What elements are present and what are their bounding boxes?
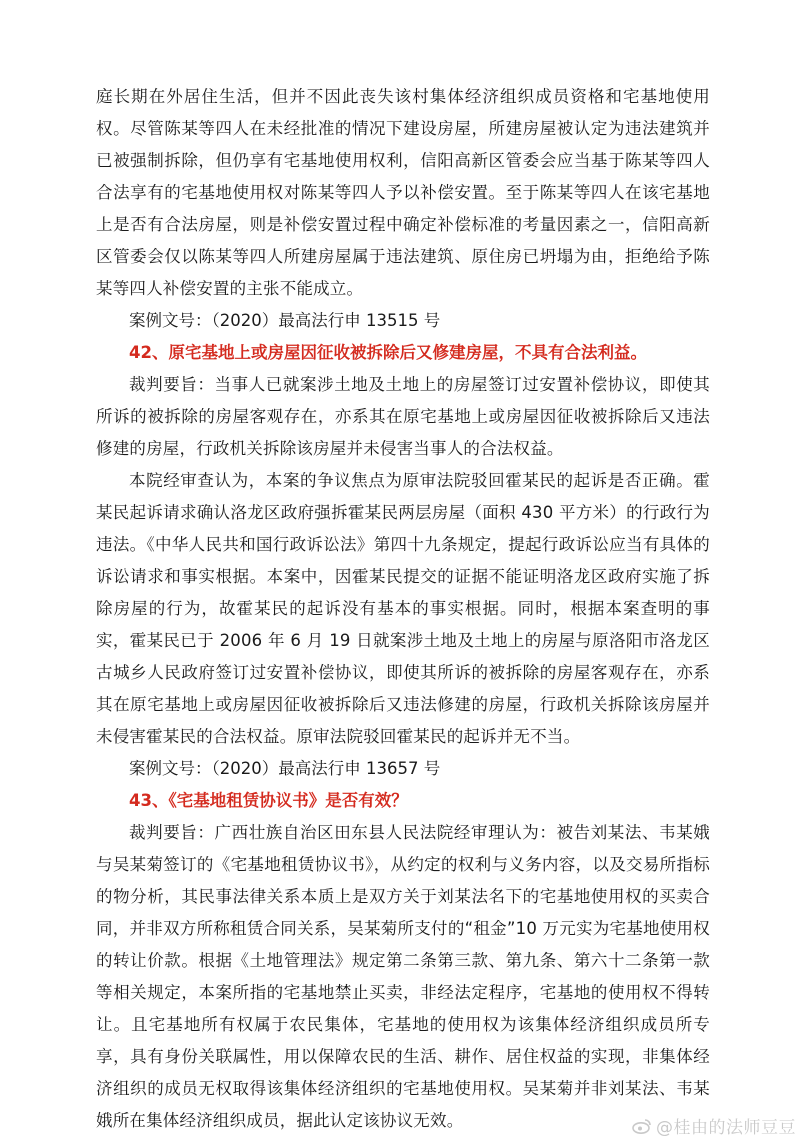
section-heading-43: 43、《宅基地租赁协议书》是否有效？ [129, 791, 408, 810]
watermark [632, 1113, 796, 1138]
case-number-13515: 案例文号：（2020）最高法行申 13515 号 [129, 311, 441, 330]
watermark-text: @桂由的法师豆豆 [656, 1118, 796, 1138]
paragraph-continuation: 庭长期在外居住生活，但并不因此丧失该村集体经济组织成员资格和宅基地使用权。尽管陈某等四人在未经批准的情况下建设房屋，所建房屋被认定为违法建筑并已被强制拆除，但仍享有宅基地使用权利，信阳高新区管委会应当基于陈某等四人合法享有的宅基地使用权对陈某等四人予以补偿安置。至于陈某等四人在该宅基地上是否有合法房屋，则是补偿安置过程中确定补偿标准的考量因素之一，信阳高新区管委会仅以陈某等四人所建房屋属于违法建筑、原住房已坍塌为由，拒绝给予陈某等四人补偿安置的主张不能成立。 [96, 87, 710, 298]
case-number-13657: 案例文号：（2020）最高法行申 13657 号 [129, 759, 441, 778]
paragraph-42-reasoning: 本院经审查认为，本案的争议焦点为原审法院驳回霍某民的起诉是否正确。霍某民起诉请求确认洛龙区政府强拆霍某民两层房屋（面积 430 平方米）的行政行为违法。《中华人民共和国行政诉讼法》第四十九条规定，提起行政诉讼应当有具体的诉讼请求和事实根据。本案中，因霍某民提交的证据不能证明洛龙区政府实施了拆除房屋的行为，故霍某民的起诉没有基本的事实根据。同时，根据本案查明的事实，霍某民已于 2006 年 6 月 19 日就案涉土地及土地上的房屋与原洛阳市洛龙区古城乡人民政府签订过安置补偿协议，即使其所诉的被拆除的房屋客观存在，亦系其在原宅基地上或房屋因征收被拆除后又违法修建的房屋，行政机关拆除该房屋并未侵害霍某民的合法权益。原审法院驳回霍某民的起诉并无不当。 [96, 471, 710, 746]
weibo-icon [632, 1118, 652, 1134]
paragraph-43-holding: 裁判要旨：广西壮族自治区田东县人民法院经审理认为：被告刘某法、韦某娥与吴某菊签订的《宅基地租赁协议书》，从约定的权利与义务内容，以及交易所指标的物分析，其民事法律关系本质上是双方关于刘某法名下的宅基地使用权的买卖合同，并非双方所称租赁合同关系，吴某菊所支付的“租金”10 万元实为宅基地使用权的转让价款。根据《土地管理法》规定第二条第三款、第九条、第六十二条第一款等相关规定，本案所指的宅基地禁止买卖，非经法定程序，宅基地的使用权不得转让。且宅基地所有权属于农民集体，宅基地的使用权为该集体经济组织成员所专享，具有身份关联属性，用以保障农民的生活、耕作、居住权益的实现，非集体经济组织的成员无权取得该集体经济组织的宅基地使用权。吴某菊并非刘某法、韦某娥所在集体经济组织成员，据此认定该协议无效。 [96, 823, 710, 1130]
document-page [96, 81, 710, 1137]
paragraph-42-holding: 裁判要旨：当事人已就案涉土地及土地上的房屋签订过安置补偿协议，即使其所诉的被拆除的房屋客观存在，亦系其在原宅基地上或房屋因征收被拆除后又违法修建的房屋，行政机关拆除该房屋并未侵害当事人的合法权益。 [96, 375, 710, 458]
section-heading-42: 42、原宅基地上或房屋因征收被拆除后又修建房屋，不具有合法利益。 [129, 343, 647, 362]
